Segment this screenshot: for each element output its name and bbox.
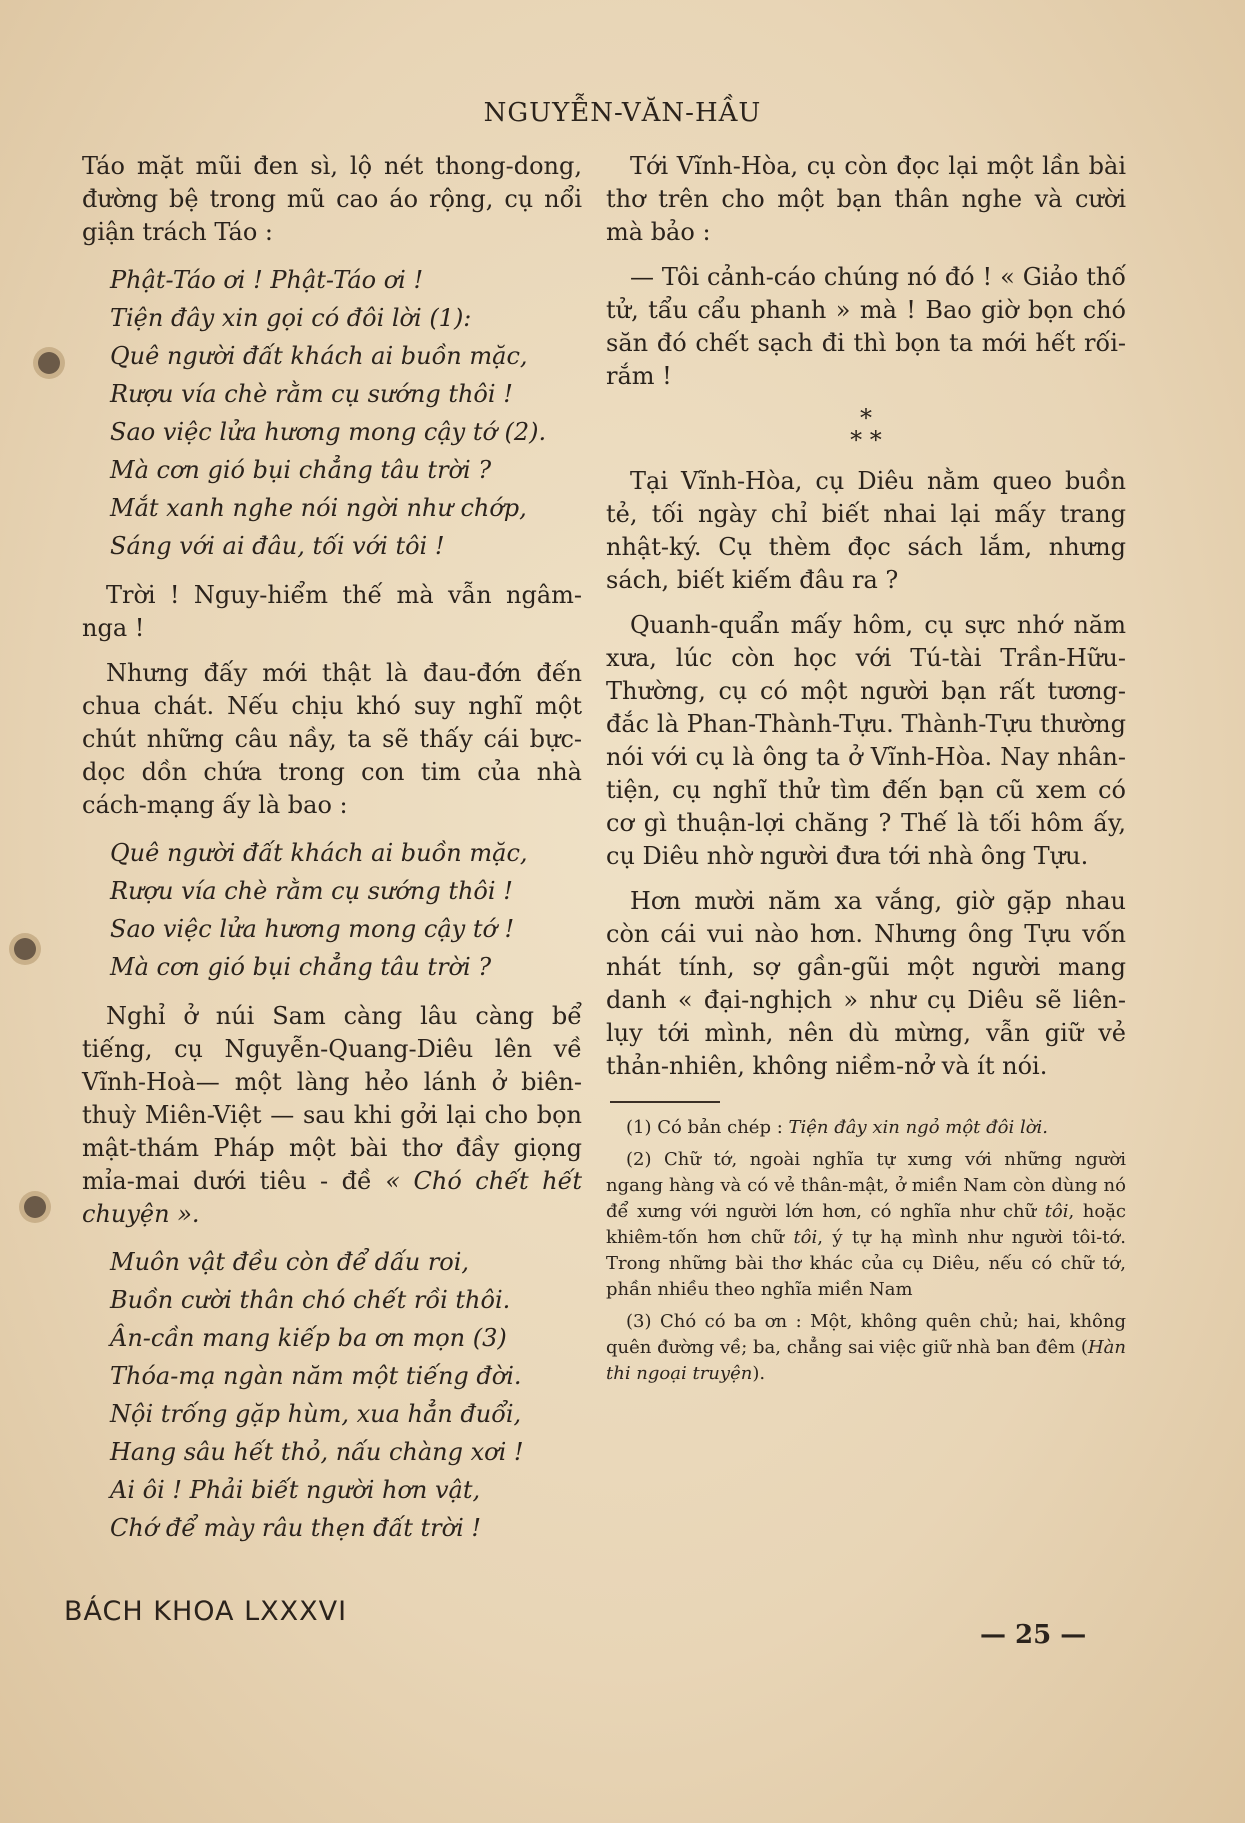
poem-line: Phật-Táo ơi ! Phật-Táo ơi ! — [110, 266, 424, 294]
footnote-italic: tôi — [1044, 1201, 1069, 1222]
poem-line: Hang sâu hết thỏ, nấu chàng xơi ! — [110, 1438, 524, 1466]
poem-line: Mà cơn gió bụi chẳng tâu trời ? — [110, 953, 492, 981]
paragraph — [82, 1000, 582, 1231]
poem-line: Muôn vật đều còn để dấu roi, — [110, 1248, 470, 1276]
paragraph: Trời ! Nguy-hiểm thế mà vẫn ngâm-nga ! — [82, 581, 582, 642]
poem-line: Mắt xanh nghe nói ngời như chớp, — [110, 494, 527, 522]
poem-cho-chet — [110, 1243, 582, 1547]
paragraph: — Tôi cảnh-cáo chúng nó đó ! « Giảo thố tử, tẩu cẩu phanh » mà ! Bao giờ bọn chó săn đó chết sạch đi thì bọn ta mới hết rối-rắm ! — [606, 263, 1126, 390]
poem-line: Buồn cười thân chó chết rồi thôi. — [110, 1286, 511, 1314]
footnote-2 — [606, 1147, 1126, 1303]
poem-line: Thóa-mạ ngàn năm một tiếng đời. — [110, 1362, 522, 1390]
footnote-text: (2) Chữ tớ, ngoài nghĩa tự xưng với những người ngang hàng và có vẻ thân-mật, ở miền Nam còn dùng nó để xưng với người lớn hơn, có nghĩa như chữ — [606, 1149, 1126, 1222]
binding-hole-icon — [38, 352, 60, 374]
poem-title: « Chó chết hết chuyện ». — [82, 1167, 582, 1228]
paragraph: Táo mặt mũi đen sì, lộ nét thong-dong, đường bệ trong mũ cao áo rộng, cụ nổi giận trách Táo : — [82, 152, 582, 246]
poem-line: Quê người đất khách ai buồn mặc, — [110, 342, 528, 370]
poem-line: Mà cơn gió bụi chẳng tâu trời ? — [110, 456, 492, 484]
footnote-italic: Tiện đây xin ngỏ một đôi lời. — [788, 1117, 1049, 1138]
page-header-author: NGUYỄN-VĂN-HẦU — [483, 98, 762, 128]
poem-line: Tiện đây xin gọi có đôi lời (1): — [110, 304, 472, 332]
footnote-3 — [606, 1309, 1126, 1387]
poem-line: Ân-cần mang kiếp ba ơn mọn (3) — [110, 1324, 507, 1352]
paragraph: Nhưng đấy mới thật là đau-đớn đến chua chát. Nếu chịu khó suy nghĩ một chút những câu nầy, ta sẽ thấy cái bực-dọc dồn chứa trong con tim của nhà cách-mạng ấy là bao : — [82, 659, 582, 819]
footnote-text: (3) Chó có ba ơn : Một, không quên chủ; hai, không quên đường về; ba, chẳng sai việc giữ nhà ban đêm ( — [606, 1311, 1126, 1358]
paragraph: Quanh-quẩn mấy hôm, cụ sực nhớ năm xưa, lúc còn học với Tú-tài Trần-Hữu-Thường, cụ có một người bạn rất tương-đắc là Phan-Thành-Tựu. Thành-Tựu thường nói với cụ là ông ta ở Vĩnh-Hòa. Nay nhân-tiện, cụ nghĩ thử tìm đến bạn cũ xem có cơ gì thuận-lợi chăng ? Thế là tối hôm ấy, cụ Diêu nhờ người đưa tới nhà ông Tựu. — [606, 611, 1126, 870]
left-column — [82, 150, 582, 1561]
footnote-text: , hoặc khiêm-tốn hơn chữ — [606, 1201, 1127, 1248]
poem-line: Quê người đất khách ai buồn mặc, — [110, 839, 528, 867]
divider-stars: * * — [850, 426, 882, 454]
poem-excerpt — [110, 834, 582, 986]
footnote-italic: tôi — [793, 1227, 818, 1248]
magazine-issue: BÁCH KHOA LXXXVI — [64, 1596, 348, 1627]
paragraph-text: Nghỉ ở núi Sam càng lâu càng bể tiếng, cụ Nguyễn-Quang-Diêu lên về Vĩnh-Hoà— một làng hẻo lánh ở biên-thuỳ Miên-Việt — sau khi gởi lại cho bọn mật-thám Pháp một bài thơ đầy giọng mỉa-mai dưới tiêu - đề — [82, 1002, 582, 1195]
footnote-1 — [606, 1115, 1126, 1141]
poem-line: Rượu vía chè rằm cụ sướng thôi ! — [110, 380, 513, 408]
binding-hole-icon — [14, 938, 36, 960]
paragraph: Tại Vĩnh-Hòa, cụ Diêu nằm queo buồn tẻ, tối ngày chỉ biết nhai lại mấy trang nhật-ký. Cụ thèm đọc sách lắm, nhưng sách, biết kiếm đâu ra ? — [606, 467, 1126, 594]
poem-line: Rượu vía chè rằm cụ sướng thôi ! — [110, 877, 513, 905]
binding-hole-icon — [24, 1196, 46, 1218]
poem-line: Chớ để mày râu thẹn đất trời ! — [110, 1514, 482, 1542]
poem-line: Nội trống gặp hùm, xua hẳn đuổi, — [110, 1400, 522, 1428]
footnote-italic: Hàn thi ngoại truyện — [606, 1337, 1126, 1384]
poem-line: Sao việc lửa hương mong cậy tớ (2). — [110, 418, 547, 446]
page-number: — 25 — — [980, 1620, 1087, 1650]
divider-star: * — [860, 404, 872, 432]
poem-line: Sáng với ai đâu, tối với tôi ! — [110, 532, 445, 560]
right-column — [606, 150, 1126, 1393]
poem-line: Ai ôi ! Phải biết người hơn vật, — [110, 1476, 481, 1504]
footnote-text: , ý tự hạ mình như người tôi-tớ. Trong những bài thơ khác của cụ Diêu, nếu có chữ tớ, phần nhiều theo nghĩa miền Nam — [606, 1227, 1126, 1300]
footnote-divider — [610, 1101, 720, 1103]
footnote-text: ). — [752, 1363, 766, 1384]
poem-line: Sao việc lửa hương mong cậy tớ ! — [110, 915, 515, 943]
paragraph: Hơn mười năm xa vắng, giờ gặp nhau còn cái vui nào hơn. Nhưng ông Tựu vốn nhát tính, sợ gần-gũi một người mang danh « đại-nghịch » như cụ Diêu sẽ liên-lụy tới mình, nên dù mừng, vẫn giữ vẻ thản-nhiên, không niềm-nở và ít nói. — [606, 887, 1126, 1080]
footnote-text: (1) Có bản chép : — [626, 1117, 789, 1138]
paragraph: Tới Vĩnh-Hòa, cụ còn đọc lại một lần bài thơ trên cho một bạn thân nghe và cười mà bảo : — [606, 152, 1126, 246]
poem-phat-tao — [110, 261, 582, 565]
section-divider — [606, 404, 1126, 454]
